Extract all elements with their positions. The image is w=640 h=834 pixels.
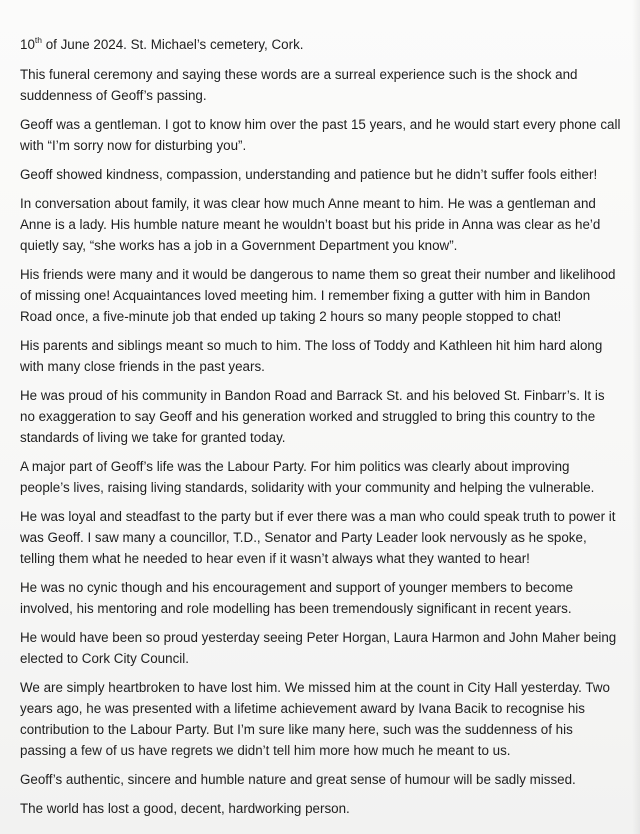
date-location: of June 2024. St. Michael’s cemetery, Cork. [42, 37, 304, 52]
date-suffix: th [34, 34, 42, 45]
paragraph-loyal: He was loyal and steadfast to the party but if ever there was a man who could speak truth to power it was Geoff. I saw many a councillor, T.D., Senator and Party Leader look nervously as he spoke, telling them what he needed to hear even if it wasn’t always what they wanted to hear! [20, 509, 616, 566]
paragraph-heartbroken: We are simply heartbroken to have lost him. We missed him at the count in City Hall yesterday. Two years ago, he was presented with a lifetime achievement award by Ivana Bacik to recognise his contribution to the Labour Party. But I’m sure like many here, such was the suddenness of his passing a few of us have regrets we didn’t tell him more how much he meant to us. [20, 680, 610, 758]
paragraph-labour-party: A major part of Geoff’s life was the Labour Party. For him politics was clearly about improving people’s lives, raising living standards, solidarity with your community and helping the vulnerable. [20, 459, 595, 495]
paragraph-ceremony: This funeral ceremony and saying these words are a surreal experience such is the shock and suddenness of Geoff’s passing. [20, 67, 578, 103]
paragraph-gentleman: Geoff was a gentleman. I got to know him over the past 15 years, and he would start every phone call with “I’m sorry now for disturbing you”. [20, 117, 621, 153]
paragraph-friends: His friends were many and it would be dangerous to name them so great their number and likelihood of missing one! Acquaintances loved meeting him. I remember fixing a gutter with him in Bandon Road once, a five-minute job that ended up taking 2 hours so many people stopped to chat! [20, 267, 616, 324]
paragraph-community: He was proud of his community in Bandon Road and Barrack St. and his beloved St. Finbarr’s. It is no exaggeration to say Geoff and his generation worked and struggled to bring this country to the standards of living we take for granted today. [20, 388, 605, 445]
paragraph-mentoring: He was no cynic though and his encouragement and support of younger members to become involved, his mentoring and role modelling has been tremendously significant in recent years. [20, 580, 574, 616]
paragraph-parents: His parents and siblings meant so much to him. The loss of Toddy and Kathleen hit him hard along with many close friends in the past years. [20, 338, 603, 374]
date-day: 10 [20, 37, 35, 52]
dateline [20, 34, 622, 55]
paragraph-election: He would have been so proud yesterday seeing Peter Horgan, Laura Harmon and John Maher being elected to Cork City Council. [20, 630, 617, 666]
paragraph-missed: Geoff’s authentic, sincere and humble nature and great sense of humour will be sadly missed. [20, 772, 576, 787]
paragraph-closing: The world has lost a good, decent, hardworking person. [20, 801, 350, 816]
paragraph-family: In conversation about family, it was clear how much Anne meant to him. He was a gentleman and Anne is a lady. His humble nature meant he wouldn’t boast but his pride in Anna was clear as he’d quietly say, “she works has a job in a Government Department you know”. [20, 196, 601, 253]
paragraph-kindness: Geoff showed kindness, compassion, understanding and patience but he didn’t suffer fools either! [20, 167, 598, 182]
